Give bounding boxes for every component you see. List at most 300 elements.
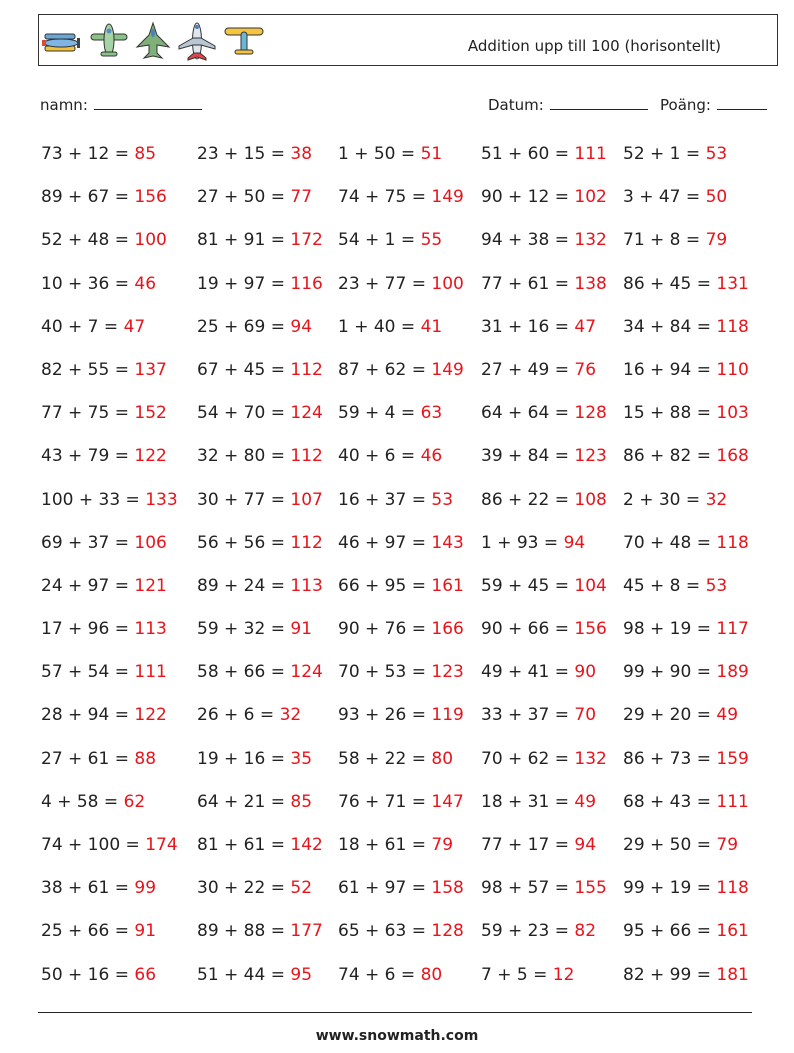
score-field xyxy=(660,95,767,114)
problem-answer: 132 xyxy=(574,230,607,251)
problem-answer: 124 xyxy=(290,403,323,424)
problem-question: 33 + 37 = xyxy=(481,705,575,726)
name-blank xyxy=(94,95,202,110)
problem-answer: 128 xyxy=(574,403,607,424)
problem-cell xyxy=(623,490,727,510)
problem-cell xyxy=(481,187,607,207)
problem-question: 39 + 84 = xyxy=(481,446,575,467)
problem-question: 90 + 76 = xyxy=(338,619,432,640)
problem-answer: 189 xyxy=(716,662,749,683)
problem-answer: 103 xyxy=(716,403,749,424)
problem-question: 38 + 61 = xyxy=(41,878,135,899)
problem-cell xyxy=(481,360,596,380)
problem-answer: 79 xyxy=(705,230,728,251)
problem-cell xyxy=(623,274,749,294)
problem-row xyxy=(41,442,761,485)
problem-answer: 108 xyxy=(574,489,607,510)
date-field xyxy=(488,95,648,114)
problem-cell xyxy=(481,144,607,164)
problem-question: 45 + 8 = xyxy=(623,575,706,596)
problem-answer: 156 xyxy=(574,619,607,640)
problem-answer: 32 xyxy=(279,705,302,726)
problem-question: 27 + 50 = xyxy=(197,187,291,208)
problem-answer: 50 xyxy=(705,187,728,208)
problem-answer: 94 xyxy=(290,316,313,337)
problem-question: 31 + 16 = xyxy=(481,316,575,337)
problem-answer: 80 xyxy=(431,748,454,769)
problem-row xyxy=(41,788,761,831)
problem-cell xyxy=(338,705,464,725)
problem-answer: 94 xyxy=(563,532,586,553)
problem-cell xyxy=(623,792,749,812)
problem-answer: 113 xyxy=(134,619,167,640)
problem-answer: 95 xyxy=(290,964,313,985)
problem-answer: 41 xyxy=(420,316,443,337)
problem-cell xyxy=(338,490,453,510)
problem-question: 24 + 97 = xyxy=(41,575,135,596)
problem-cell xyxy=(197,792,312,812)
problem-cell xyxy=(623,533,749,553)
problem-answer: 122 xyxy=(134,446,167,467)
problem-question: 40 + 6 = xyxy=(338,446,421,467)
problem-answer: 156 xyxy=(134,187,167,208)
problem-cell xyxy=(623,705,738,725)
problem-question: 29 + 50 = xyxy=(623,835,717,855)
problem-cell xyxy=(41,792,145,812)
problem-answer: 79 xyxy=(431,835,454,855)
problem-question: 100 + 33 = xyxy=(41,489,146,510)
problem-question: 94 + 38 = xyxy=(481,230,575,251)
problem-question: 52 + 48 = xyxy=(41,230,135,251)
problem-question: 82 + 55 = xyxy=(41,359,135,380)
problem-cell xyxy=(338,144,442,164)
problem-answer: 133 xyxy=(145,489,178,510)
header-box xyxy=(38,14,778,66)
problem-question: 49 + 41 = xyxy=(481,662,575,683)
problem-question: 70 + 53 = xyxy=(338,662,432,683)
problem-cell xyxy=(41,533,167,553)
problem-cell xyxy=(481,533,585,553)
problem-question: 77 + 61 = xyxy=(481,273,575,294)
problem-answer: 174 xyxy=(145,835,178,855)
problem-row xyxy=(41,356,761,399)
problem-cell xyxy=(197,187,312,207)
problem-question: 51 + 44 = xyxy=(197,964,291,985)
problem-question: 74 + 6 = xyxy=(338,964,421,985)
name-field xyxy=(40,95,202,114)
problem-answer: 100 xyxy=(431,273,464,294)
problem-question: 17 + 96 = xyxy=(41,619,135,640)
problem-cell xyxy=(623,619,749,639)
problem-cell xyxy=(197,533,323,553)
footer-website: www.snowmath.com xyxy=(315,1028,479,1044)
problem-question: 70 + 48 = xyxy=(623,532,717,553)
problem-question: 90 + 66 = xyxy=(481,619,575,640)
problem-question: 1 + 50 = xyxy=(338,144,421,164)
problem-cell xyxy=(338,360,464,380)
problem-answer: 132 xyxy=(574,748,607,769)
problem-answer: 100 xyxy=(134,230,167,251)
problem-row xyxy=(41,701,761,744)
problem-cell xyxy=(481,317,596,337)
problem-answer: 90 xyxy=(574,662,597,683)
problem-answer: 112 xyxy=(290,446,323,467)
problem-cell xyxy=(481,835,596,855)
problem-cell xyxy=(197,878,312,898)
problem-answer: 118 xyxy=(716,532,749,553)
problem-cell xyxy=(338,317,442,337)
problem-answer: 106 xyxy=(134,532,167,553)
problem-cell xyxy=(338,230,442,250)
problem-question: 59 + 23 = xyxy=(481,921,575,942)
problem-cell xyxy=(481,619,607,639)
problem-cell xyxy=(41,360,167,380)
problem-question: 40 + 7 = xyxy=(41,316,124,337)
problem-grid xyxy=(41,140,761,1004)
problem-cell xyxy=(41,446,167,466)
problem-cell xyxy=(338,619,464,639)
problem-answer: 53 xyxy=(705,144,728,164)
problem-question: 86 + 22 = xyxy=(481,489,575,510)
problem-question: 26 + 6 = xyxy=(197,705,280,726)
problem-question: 16 + 37 = xyxy=(338,489,432,510)
problem-cell xyxy=(338,792,464,812)
passenger-jet-icon xyxy=(177,21,217,61)
problem-question: 56 + 56 = xyxy=(197,532,291,553)
problem-answer: 166 xyxy=(431,619,464,640)
problem-question: 89 + 24 = xyxy=(197,575,291,596)
problem-cell xyxy=(623,835,738,855)
problem-answer: 158 xyxy=(431,878,464,899)
problem-question: 32 + 80 = xyxy=(197,446,291,467)
problem-answer: 55 xyxy=(420,230,443,251)
problem-question: 99 + 19 = xyxy=(623,878,717,899)
problem-question: 87 + 62 = xyxy=(338,359,432,380)
problem-question: 51 + 60 = xyxy=(481,144,575,164)
problem-answer: 47 xyxy=(123,316,146,337)
problem-answer: 128 xyxy=(431,921,464,942)
problem-question: 23 + 15 = xyxy=(197,144,291,164)
problem-question: 71 + 8 = xyxy=(623,230,706,251)
problem-cell xyxy=(41,749,156,769)
problem-answer: 142 xyxy=(290,835,323,855)
problem-answer: 122 xyxy=(134,705,167,726)
problem-cell xyxy=(197,619,312,639)
problem-answer: 149 xyxy=(431,187,464,208)
problem-question: 57 + 54 = xyxy=(41,662,135,683)
problem-question: 95 + 66 = xyxy=(623,921,717,942)
problem-cell xyxy=(41,230,167,250)
problem-question: 7 + 5 = xyxy=(481,964,553,985)
problem-cell xyxy=(197,274,323,294)
problem-cell xyxy=(41,662,167,682)
problem-question: 59 + 32 = xyxy=(197,619,291,640)
problem-question: 58 + 66 = xyxy=(197,662,291,683)
problem-cell xyxy=(197,749,312,769)
problem-answer: 85 xyxy=(134,144,157,164)
problem-question: 23 + 77 = xyxy=(338,273,432,294)
problem-cell xyxy=(197,446,323,466)
problem-cell xyxy=(338,835,453,855)
worksheet-title: Addition upp till 100 (horisontellt) xyxy=(467,37,721,55)
problem-cell xyxy=(197,490,323,510)
problem-answer: 107 xyxy=(290,489,323,510)
propeller-plane-icon xyxy=(89,22,129,60)
problem-cell xyxy=(623,878,749,898)
problem-question: 82 + 99 = xyxy=(623,964,717,985)
problem-answer: 152 xyxy=(134,403,167,424)
problem-question: 54 + 70 = xyxy=(197,403,291,424)
problem-question: 43 + 79 = xyxy=(41,446,135,467)
problem-answer: 79 xyxy=(716,835,739,855)
problem-cell xyxy=(41,317,145,337)
problem-cell xyxy=(338,662,464,682)
problem-cell xyxy=(481,878,607,898)
problem-cell xyxy=(481,490,607,510)
problem-row xyxy=(41,486,761,529)
problem-answer: 161 xyxy=(431,575,464,596)
problem-question: 10 + 36 = xyxy=(41,273,135,294)
problem-cell xyxy=(41,705,167,725)
problem-answer: 76 xyxy=(574,359,597,380)
problem-answer: 177 xyxy=(290,921,323,942)
problem-answer: 111 xyxy=(716,791,749,812)
problem-question: 99 + 90 = xyxy=(623,662,717,683)
problem-answer: 80 xyxy=(420,964,443,985)
problem-question: 74 + 75 = xyxy=(338,187,432,208)
problem-answer: 110 xyxy=(716,359,749,380)
problem-answer: 88 xyxy=(134,748,157,769)
problem-question: 3 + 47 = xyxy=(623,187,706,208)
problem-question: 46 + 97 = xyxy=(338,532,432,553)
problem-question: 19 + 97 = xyxy=(197,273,291,294)
problem-question: 34 + 84 = xyxy=(623,316,717,337)
problem-answer: 161 xyxy=(716,921,749,942)
problem-row xyxy=(41,874,761,917)
problem-cell xyxy=(481,965,574,985)
problem-row xyxy=(41,399,761,442)
problem-answer: 12 xyxy=(552,964,575,985)
problem-question: 93 + 26 = xyxy=(338,705,432,726)
problem-question: 68 + 43 = xyxy=(623,791,717,812)
problem-answer: 159 xyxy=(716,748,749,769)
problem-cell xyxy=(197,360,323,380)
problem-question: 27 + 61 = xyxy=(41,748,135,769)
footer-divider xyxy=(38,1012,752,1013)
problem-answer: 82 xyxy=(574,921,597,942)
problem-question: 77 + 75 = xyxy=(41,403,135,424)
problem-answer: 147 xyxy=(431,791,464,812)
problem-cell xyxy=(338,446,442,466)
problem-cell xyxy=(197,705,301,725)
problem-answer: 104 xyxy=(574,575,607,596)
problem-cell xyxy=(338,965,442,985)
problem-question: 98 + 19 = xyxy=(623,619,717,640)
problem-cell xyxy=(197,144,312,164)
problem-question: 30 + 77 = xyxy=(197,489,291,510)
problem-answer: 66 xyxy=(134,964,157,985)
problem-cell xyxy=(481,749,607,769)
problem-cell xyxy=(41,835,178,855)
problem-question: 73 + 12 = xyxy=(41,144,135,164)
problem-cell xyxy=(41,965,156,985)
problem-answer: 70 xyxy=(574,705,597,726)
problem-cell xyxy=(41,576,167,596)
problem-row xyxy=(41,831,761,874)
problem-question: 15 + 88 = xyxy=(623,403,717,424)
problem-question: 86 + 45 = xyxy=(623,273,717,294)
problem-answer: 49 xyxy=(574,791,597,812)
problem-question: 52 + 1 = xyxy=(623,144,706,164)
problem-cell xyxy=(481,662,596,682)
problem-answer: 117 xyxy=(716,619,749,640)
problem-cell xyxy=(481,705,596,725)
problem-cell xyxy=(338,403,442,423)
problem-cell xyxy=(623,749,749,769)
problem-answer: 46 xyxy=(420,446,443,467)
problem-row xyxy=(41,183,761,226)
problem-question: 81 + 91 = xyxy=(197,230,291,251)
problem-answer: 77 xyxy=(290,187,313,208)
problem-cell xyxy=(197,576,323,596)
problem-cell xyxy=(197,835,323,855)
problem-cell xyxy=(623,921,749,941)
problem-question: 69 + 37 = xyxy=(41,532,135,553)
problem-cell xyxy=(197,662,323,682)
problem-question: 50 + 16 = xyxy=(41,964,135,985)
problem-question: 67 + 45 = xyxy=(197,359,291,380)
problem-answer: 131 xyxy=(716,273,749,294)
problem-cell xyxy=(623,230,727,250)
problem-question: 64 + 21 = xyxy=(197,791,291,812)
problem-question: 4 + 58 = xyxy=(41,791,124,812)
problem-answer: 118 xyxy=(716,316,749,337)
problem-cell xyxy=(481,274,607,294)
problem-question: 19 + 16 = xyxy=(197,748,291,769)
problem-answer: 149 xyxy=(431,359,464,380)
problem-answer: 112 xyxy=(290,359,323,380)
score-blank xyxy=(717,95,767,110)
problem-question: 2 + 30 = xyxy=(623,489,706,510)
problem-cell xyxy=(197,403,323,423)
problem-question: 90 + 12 = xyxy=(481,187,575,208)
problem-row xyxy=(41,313,761,356)
problem-cell xyxy=(338,274,464,294)
problem-question: 59 + 45 = xyxy=(481,575,575,596)
problem-question: 86 + 82 = xyxy=(623,446,717,467)
problem-question: 25 + 66 = xyxy=(41,921,135,942)
name-label: namn: xyxy=(40,96,88,114)
problem-answer: 111 xyxy=(134,662,167,683)
problem-cell xyxy=(41,921,156,941)
problem-cell xyxy=(481,792,596,812)
problem-cell xyxy=(481,446,607,466)
problem-cell xyxy=(481,403,607,423)
problem-row xyxy=(41,615,761,658)
problem-question: 66 + 95 = xyxy=(338,575,432,596)
problem-answer: 168 xyxy=(716,446,749,467)
problem-answer: 99 xyxy=(134,878,157,899)
problem-cell xyxy=(623,403,749,423)
problem-cell xyxy=(338,576,464,596)
problem-cell xyxy=(481,576,607,596)
problem-row xyxy=(41,658,761,701)
problem-cell xyxy=(623,187,727,207)
problem-answer: 91 xyxy=(134,921,157,942)
problem-answer: 181 xyxy=(716,964,749,985)
problem-cell xyxy=(481,230,607,250)
problem-answer: 119 xyxy=(431,705,464,726)
yellow-plane-icon xyxy=(223,24,265,58)
problem-cell xyxy=(41,144,156,164)
problem-answer: 123 xyxy=(574,446,607,467)
problem-question: 81 + 61 = xyxy=(197,835,291,855)
problem-cell xyxy=(338,878,464,898)
problem-question: 27 + 49 = xyxy=(481,359,575,380)
problem-cell xyxy=(623,317,749,337)
problem-cell xyxy=(481,921,596,941)
problem-cell xyxy=(338,533,464,553)
problem-question: 89 + 67 = xyxy=(41,187,135,208)
problem-cell xyxy=(338,749,453,769)
problem-row xyxy=(41,226,761,269)
score-label: Poäng: xyxy=(660,96,711,114)
problem-answer: 85 xyxy=(290,791,313,812)
problem-cell xyxy=(197,965,312,985)
problem-answer: 46 xyxy=(134,273,157,294)
problem-cell xyxy=(623,576,727,596)
problem-cell xyxy=(41,187,167,207)
problem-answer: 111 xyxy=(574,144,607,164)
problem-question: 30 + 22 = xyxy=(197,878,291,899)
problem-question: 70 + 62 = xyxy=(481,748,575,769)
problem-question: 74 + 100 = xyxy=(41,835,146,855)
problem-answer: 32 xyxy=(705,489,728,510)
problem-question: 65 + 63 = xyxy=(338,921,432,942)
problem-answer: 63 xyxy=(420,403,443,424)
problem-answer: 172 xyxy=(290,230,323,251)
problem-question: 29 + 20 = xyxy=(623,705,717,726)
problem-answer: 143 xyxy=(431,532,464,553)
problem-cell xyxy=(623,360,749,380)
problem-answer: 155 xyxy=(574,878,607,899)
problem-question: 76 + 71 = xyxy=(338,791,432,812)
problem-cell xyxy=(197,230,323,250)
problem-cell xyxy=(197,921,323,941)
problem-cell xyxy=(623,965,749,985)
problem-question: 89 + 88 = xyxy=(197,921,291,942)
problem-answer: 123 xyxy=(431,662,464,683)
problem-row xyxy=(41,140,761,183)
problem-question: 64 + 64 = xyxy=(481,403,575,424)
problem-cell xyxy=(623,662,749,682)
problem-answer: 47 xyxy=(574,316,597,337)
problem-question: 59 + 4 = xyxy=(338,403,421,424)
problem-cell xyxy=(623,144,727,164)
problem-question: 25 + 69 = xyxy=(197,316,291,337)
problem-answer: 51 xyxy=(420,144,443,164)
problem-cell xyxy=(41,274,156,294)
problem-answer: 102 xyxy=(574,187,607,208)
problem-answer: 112 xyxy=(290,532,323,553)
problem-question: 18 + 31 = xyxy=(481,791,575,812)
problem-row xyxy=(41,961,761,1004)
problem-question: 58 + 22 = xyxy=(338,748,432,769)
biplane-icon xyxy=(41,26,83,56)
problem-question: 16 + 94 = xyxy=(623,359,717,380)
problem-answer: 35 xyxy=(290,748,313,769)
problem-answer: 38 xyxy=(290,144,313,164)
